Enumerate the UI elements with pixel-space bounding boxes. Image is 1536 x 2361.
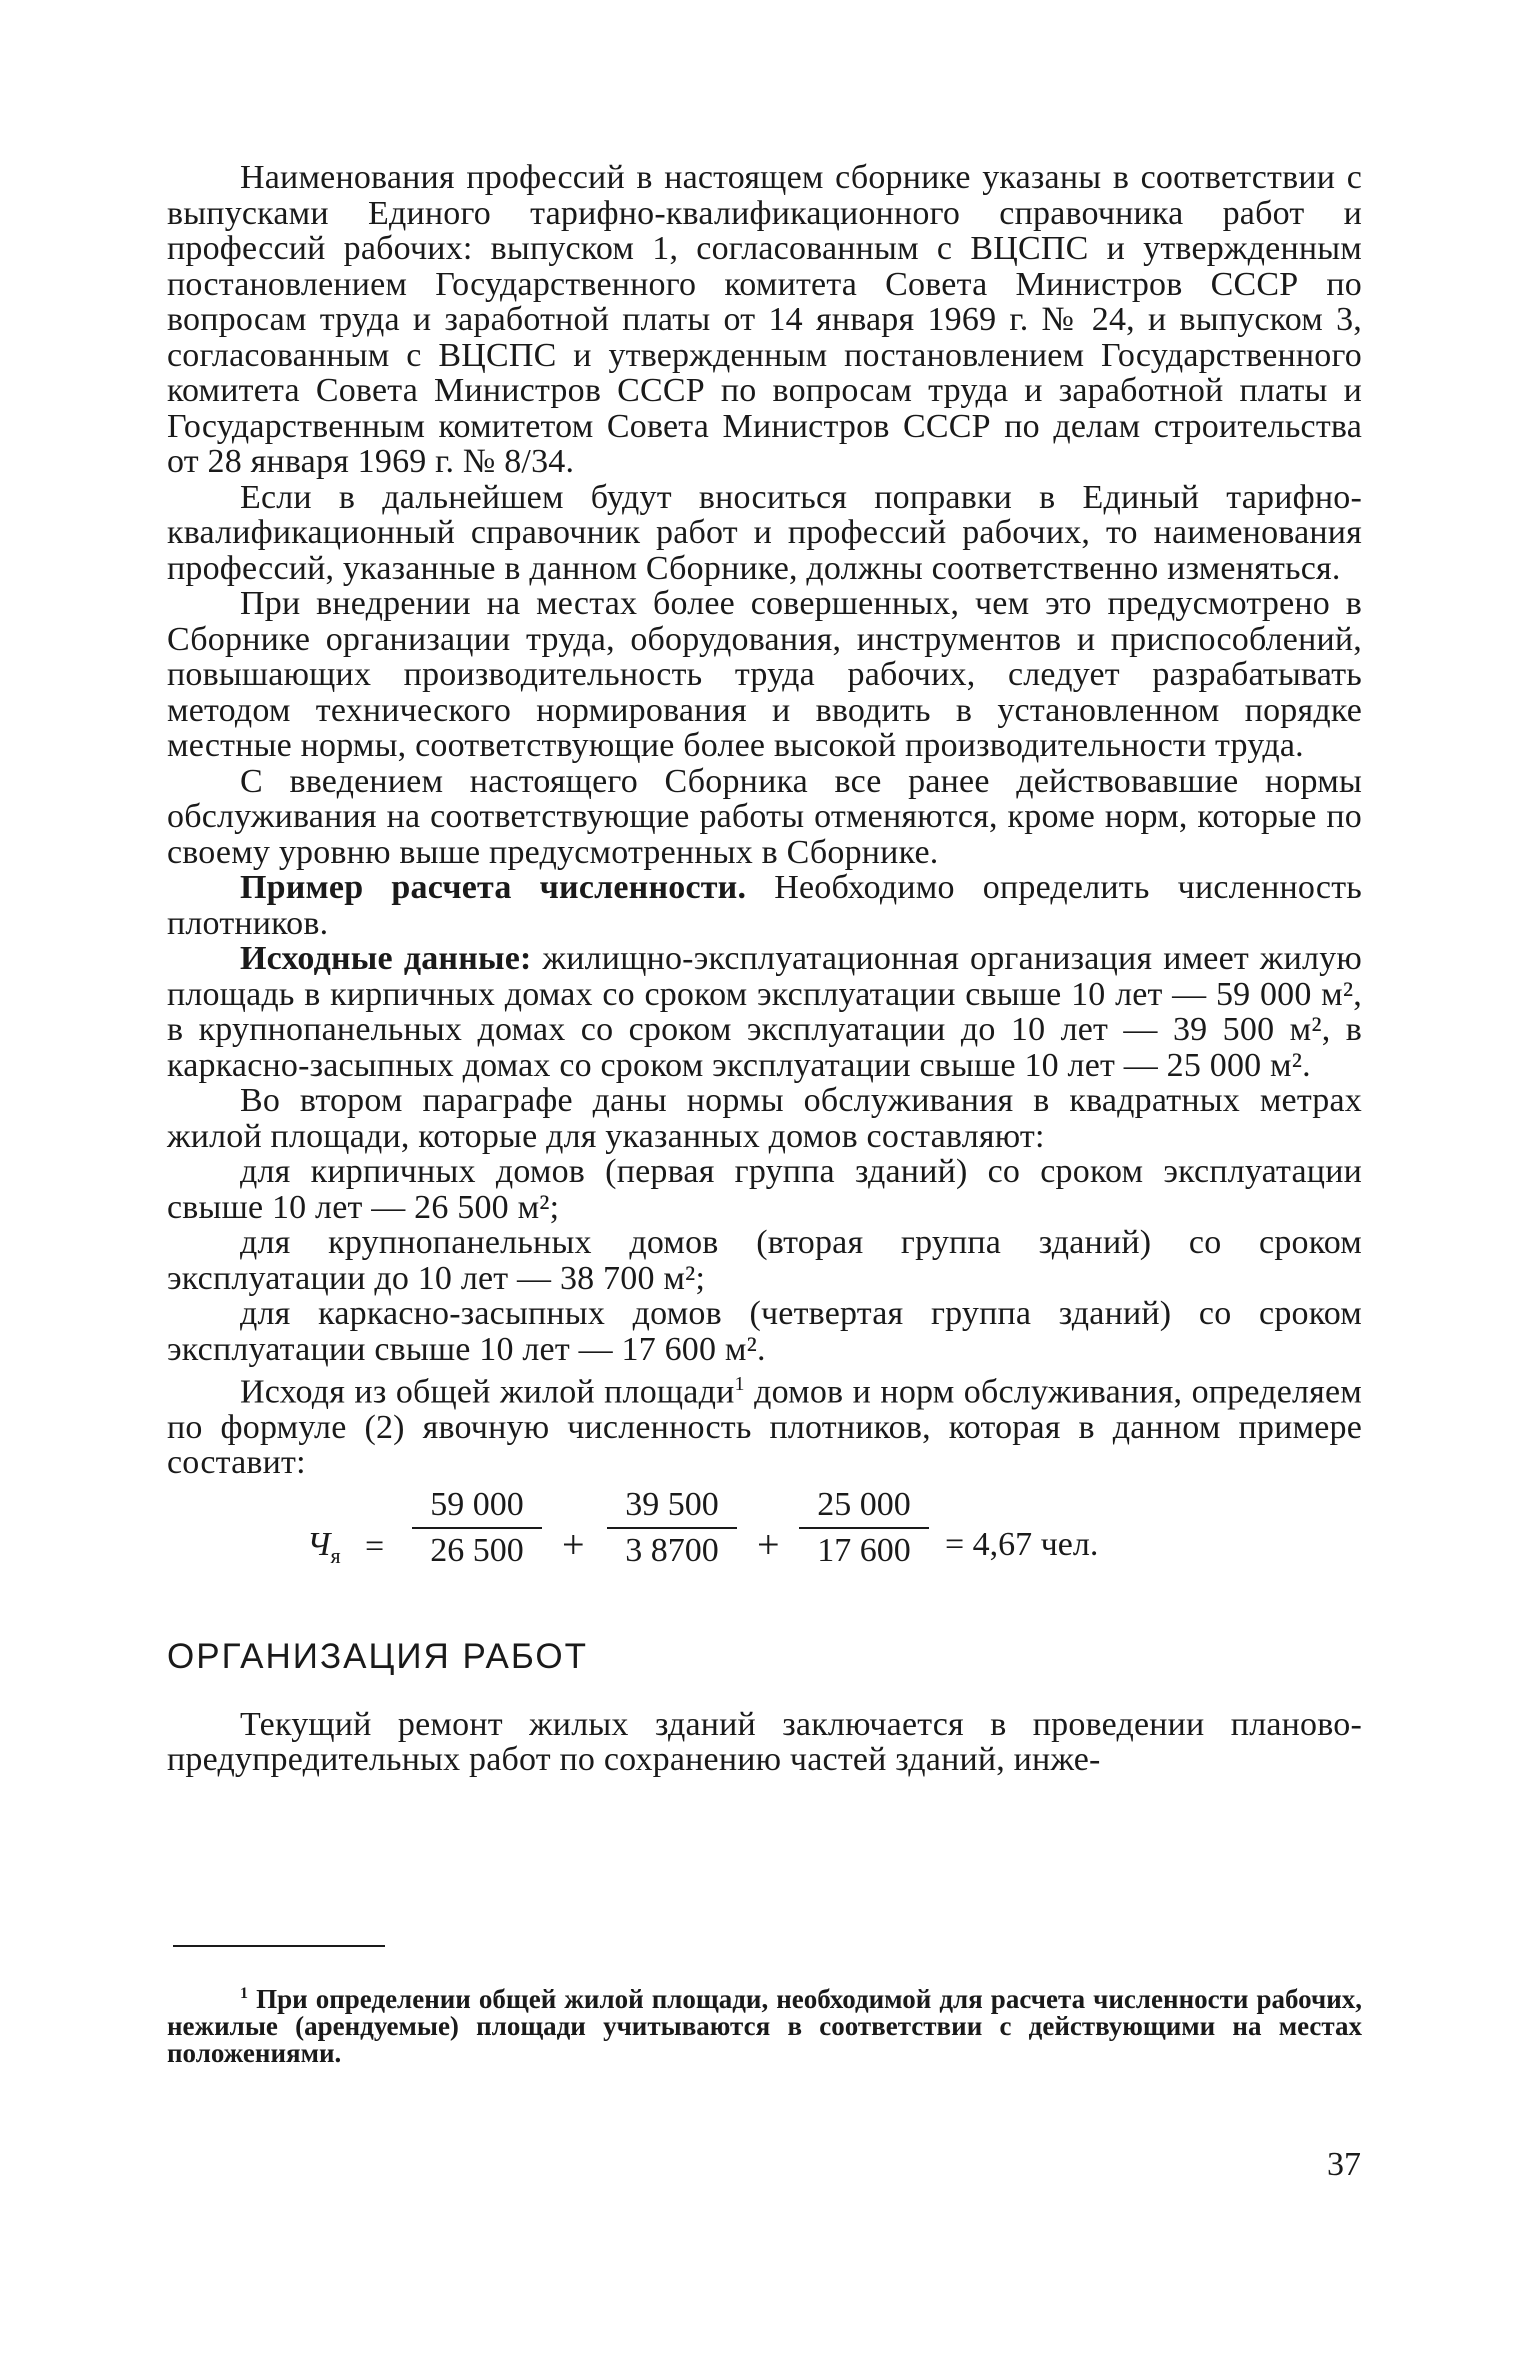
paragraph-norm-panel: для крупнопанельных домов (вторая группа зданий) со сроком эксплуатации до 10 лет — 38 700 м²; <box>167 1224 1362 1297</box>
formula-lhs <box>307 1527 341 1574</box>
fraction-3-bar <box>799 1527 929 1529</box>
paragraph-local-norms: При внедрении на местах более совершенных, чем это предусмотрено в Сборнике организации труда, оборудования, инструментов и приспособлений, повышающих производительность труда рабочих, следует разрабатывать методом технического нормирования и вводить в установленном порядке местные нормы, соответствующие более высокой производительности труда. <box>167 585 1362 764</box>
page-number: 37 <box>1327 2146 1361 2183</box>
formula-fraction-3 <box>799 1485 929 1571</box>
formula-plus-1: + <box>562 1521 585 1567</box>
footnote-mark: 1 <box>240 1985 248 2002</box>
page-body <box>167 160 1362 1778</box>
formula-result: = 4,67 чел. <box>945 1525 1099 1563</box>
fraction-3-denominator: 17 600 <box>817 1531 911 1569</box>
formula-plus-2: + <box>757 1521 780 1567</box>
fraction-1-denominator: 26 500 <box>430 1531 524 1569</box>
footnote-divider <box>173 1945 385 1947</box>
formula <box>167 1485 1362 1615</box>
paragraph-previous-norms: С введением настоящего Сборника все ранее действовавшие нормы обслуживания на соответствующие работы отменяются, кроме норм, которые по своему уровню выше предусмотренных в Сборнике. <box>167 762 1362 871</box>
paragraph-norm-frame: для каркасно-засыпных домов (четвертая группа зданий) со сроком эксплуатации свыше 10 лет — 17 600 м². <box>167 1295 1362 1368</box>
fraction-2-numerator: 39 500 <box>625 1485 719 1523</box>
paragraph-formula-intro <box>167 1367 1362 1481</box>
formula-fraction-2 <box>607 1485 737 1571</box>
footnote-reference: 1 <box>734 1373 745 1395</box>
paragraph-section-text: Текущий ремонт жилых зданий заключается в проведении планово-предупредительных работ по сохранению частей зданий, инже- <box>167 1705 1362 1779</box>
formula-lhs-subscript: я <box>330 1542 341 1568</box>
footnote-text: При определении общей жилой площади, необходимой для расчета численности рабочих, нежилые (арендуемые) площади учитываются в соответствии с действующими на местах положениями. <box>167 1984 1363 2068</box>
source-data-heading: Исходные данные: <box>240 940 532 977</box>
source-data-text: жилищно-эксплуатационная организация имеет жилую площадь в кирпичных домах со сроком эксплуатации свыше 10 лет — 59 000 м², в крупнопанельных домах со сроком эксплуатации до 10 лет — 39 500 м², в каркасно-засыпных домах со сроком эксплуатации свыше 10 лет — 25 000 м². <box>167 940 1362 1084</box>
fraction-1-bar <box>412 1527 542 1529</box>
fraction-3-numerator: 25 000 <box>817 1485 911 1523</box>
example-heading: Пример расчета численности. <box>240 869 747 906</box>
section-title-organization: ОРГАНИЗАЦИЯ РАБОТ <box>167 1636 589 1676</box>
formula-intro-after: домов и норм обслуживания, определяем по формуле (2) явочную численность плотников, которая в данном примере составит: <box>167 1373 1363 1482</box>
paragraph-norms-intro: Во втором параграфе даны нормы обслуживания в квадратных метрах жилой площади, которые для указанных домов составляют: <box>167 1082 1362 1155</box>
footnote-block <box>167 1980 1362 2067</box>
formula-equals: = <box>365 1527 385 1565</box>
paragraph-norm-brick: для кирпичных домов (первая группа зданий) со сроком эксплуатации свыше 10 лет — 26 500 м²; <box>167 1153 1362 1226</box>
example-text: Необходимо определить численность плотников. <box>167 869 1362 942</box>
paragraph-amendments: Если в дальнейшем будут вноситься поправки в Единый тарифно-квалификационный справочник работ и профессий рабочих, то наименования профессий, указанные в данном Сборнике, должны соответственно изменяться. <box>167 478 1362 587</box>
paragraph-example <box>167 870 1362 941</box>
paragraph-professions-naming: Наименования профессий в настоящем сборнике указаны в соответствии с выпусками Единого тарифно-квалификационного справочника работ и профессий рабочих: выпуском 1, согласованным с ВЦСПС и утвержденным постановлением Государственного комитета Совета Министров СССР по вопросам труда и заработной платы от 14 января 1969 г. № 24, и выпуском 3, согласованным с ВЦСПС и утвержденным постановлением Государственного комитета Совета Министров СССР по вопросам труда и заработной платы и Государственным комитетом Совета Министров СССР по делам строительства от 28 января 1969 г. № 8/34. <box>167 159 1362 480</box>
footnote <box>167 1980 1362 2067</box>
fraction-2-denominator: 3 8700 <box>625 1531 719 1569</box>
paragraph-source-data <box>167 941 1362 1083</box>
fraction-2-bar <box>607 1527 737 1529</box>
formula-intro-before: Исходя из общей жилой площади <box>240 1373 735 1411</box>
formula-fraction-1 <box>412 1485 542 1571</box>
fraction-1-numerator: 59 000 <box>430 1485 524 1523</box>
formula-lhs-main: Ч <box>307 1525 331 1563</box>
